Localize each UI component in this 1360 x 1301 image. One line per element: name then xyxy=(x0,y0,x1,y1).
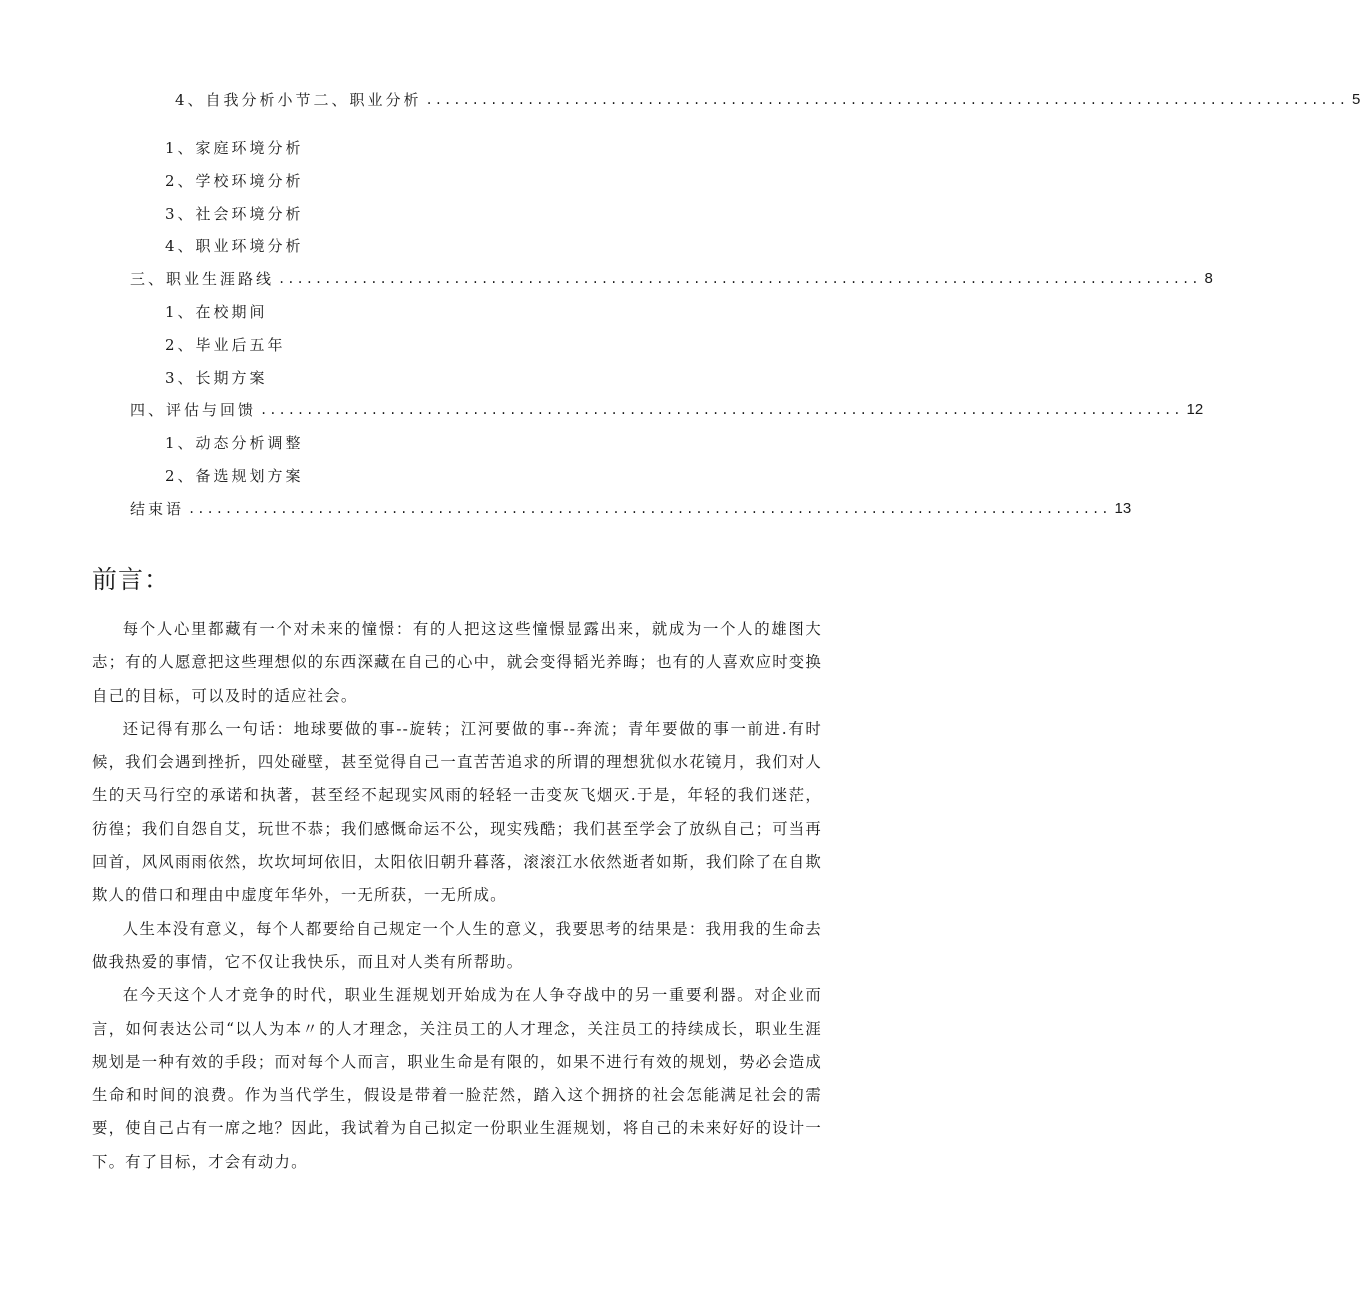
toc-entry[interactable] xyxy=(165,232,304,260)
preface-paragraph: 每个人心里都藏有一个对未来的憧憬：有的人把这这些憧憬显露出来，就成为一个人的雄图大志；有的人愿意把这些理想似的东西深藏在自己的心中，就会变得韬光养晦；也有的人喜欢应时变换自己的目标，可以及时的适应社会。 xyxy=(92,620,822,705)
toc-entry-page: 5 xyxy=(1352,91,1360,108)
preface-paragraph: 人生本没有意义，每个人都要给自己规定一个人生的意义，我要思考的结果是：我用我的生命去做我热爱的事情，它不仅让我快乐，而且对人类有所帮助。 xyxy=(92,919,822,971)
toc-entry[interactable] xyxy=(165,429,304,457)
toc-entry-text: 三、职业生涯路线 xyxy=(130,270,275,288)
toc-entry-text: 4、自我分析小节二、职业分析 xyxy=(175,91,422,109)
toc-entry-text: 结束语 xyxy=(130,500,185,518)
toc-entry[interactable] xyxy=(165,462,304,490)
toc-entry[interactable] xyxy=(130,265,1213,293)
toc-entry-text: 2、备选规划方案 xyxy=(165,467,304,485)
preface-paragraph: 在今天这个人才竞争的时代，职业生涯规划开始成为在人争夺战中的另一重要利器。对企业而言，如何表达公司“以人为本〃的人才理念，关注员工的人才理念，关注员工的持续成长，职业生涯规划是一种有效的手段；而对每个人而言，职业生命是有限的，如果不进行有效的规划，势必会造成生命和时间的浪费。作为当代学生，假设是带着一脸茫然，踏入这个拥挤的社会怎能满足社会的需要，使自己占有一席之地？因此，我试着为自己拟定一份职业生涯规划，将自己的未来好好的设计一下。有了目标，才会有动力。 xyxy=(92,986,822,1171)
toc-entry[interactable] xyxy=(130,396,1204,424)
toc-entry-text: 3、长期方案 xyxy=(165,369,268,387)
toc-entry[interactable] xyxy=(165,298,268,326)
toc-leader: .................................................................................................... xyxy=(425,93,1349,107)
toc-entry-text: 3、社会环境分析 xyxy=(165,205,304,223)
toc-entry-text: 2、毕业后五年 xyxy=(165,336,286,354)
toc-entry-page: 13 xyxy=(1114,500,1132,517)
toc-entry[interactable] xyxy=(130,495,1132,523)
preface-paragraph: 还记得有那么一句话：地球要做的事--旋转；江河要做的事--奔流；青年要做的事一前进.有时候，我们会遇到挫折，四处碰壁，甚至觉得自己一直苦苦追求的所谓的理想犹似水花镜月，我们对人生的天马行空的承诺和执著，甚至经不起现实风雨的轻轻一击变灰飞烟灭.于是，年轻的我们迷茫，彷徨；我们自怨自艾，玩世不恭；我们感慨命运不公，现实残酷；我们甚至学会了放纵自己；可当再回首，风风雨雨依然，坎坎坷坷依旧，太阳依旧朝升暮落，滚滚江水依然逝者如斯，我们除了在自欺欺人的借口和理由中虚度年华外，一无所获，一无所成。 xyxy=(92,719,822,905)
toc-entry-text: 1、动态分析调整 xyxy=(165,434,304,452)
toc-entry[interactable] xyxy=(165,134,304,162)
toc-entry-page: 8 xyxy=(1204,270,1213,287)
toc-entry-text: 4、职业环境分析 xyxy=(165,237,304,255)
toc-leader: .................................................................................................... xyxy=(260,403,1183,417)
toc-leader: .................................................................................................... xyxy=(278,272,1201,286)
preface-body xyxy=(92,613,822,1179)
toc-entry[interactable] xyxy=(165,167,304,195)
toc-entry-text: 1、在校期间 xyxy=(165,303,268,321)
toc-entry[interactable] xyxy=(165,364,268,392)
toc-entry-text: 1、家庭环境分析 xyxy=(165,139,304,157)
toc-entry[interactable] xyxy=(165,331,286,359)
preface-heading: 前言： xyxy=(92,565,171,594)
toc-entry-text: 2、学校环境分析 xyxy=(165,172,304,190)
toc-leader: .................................................................................................... xyxy=(188,502,1111,516)
toc-entry-text: 四、评估与回馈 xyxy=(130,401,257,419)
toc-entry-page: 12 xyxy=(1186,401,1204,418)
toc-entry[interactable] xyxy=(175,86,1360,114)
toc-entry[interactable] xyxy=(165,200,304,228)
